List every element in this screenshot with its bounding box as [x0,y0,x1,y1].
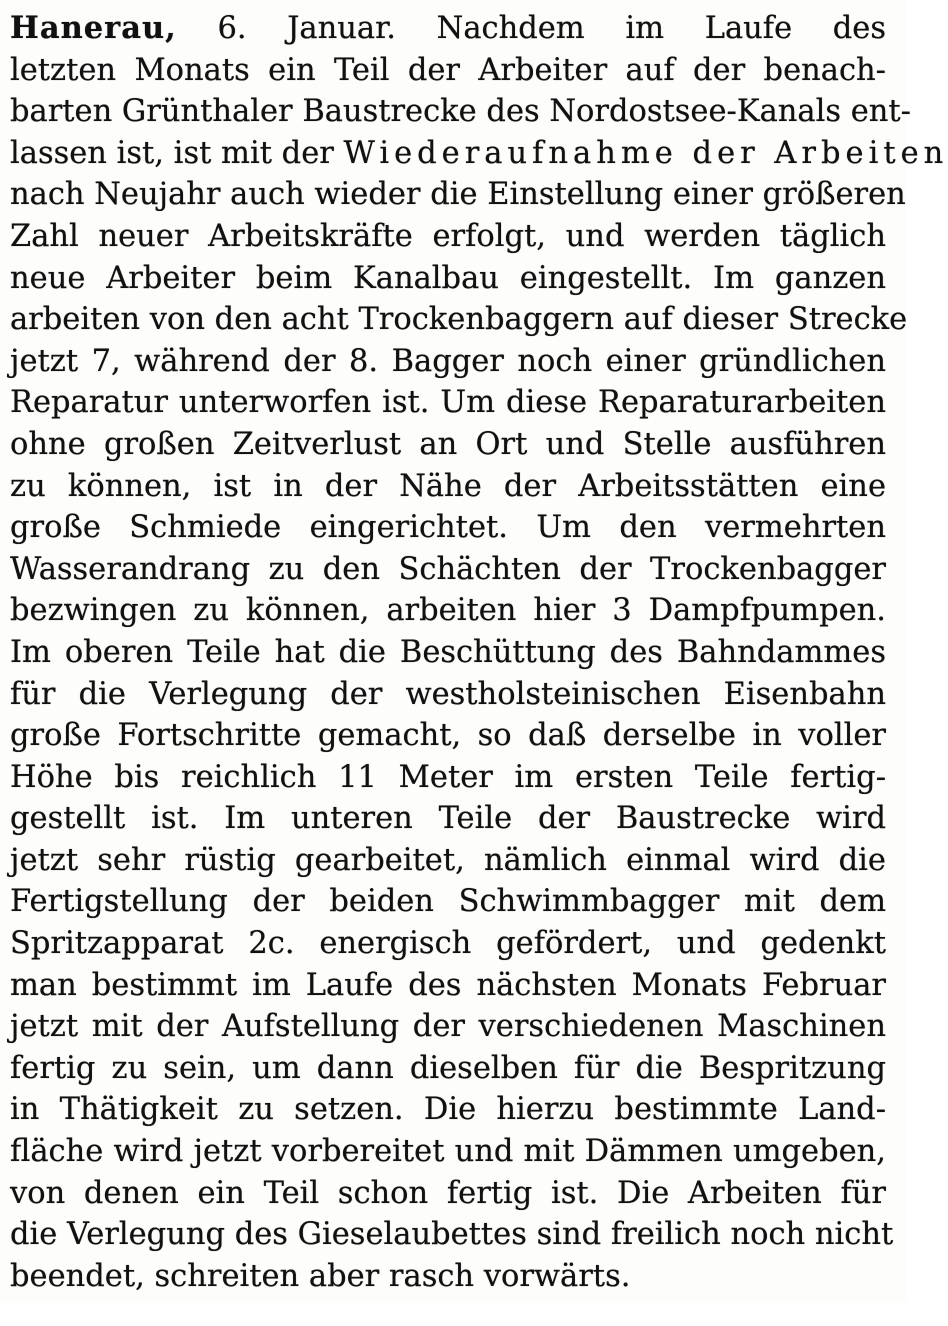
article-line-12: zu können, ist in der Nähe der Arbeitsstätten eine [10,468,886,504]
article-line-18: große Fortschritte gemacht, so daß derselbe in voller [10,718,886,754]
cropped-next-line [20,1294,886,1302]
article-line-26: fertig zu sein, um dann dieselben für die Bespritzung [10,1050,886,1086]
article-line-10: Reparatur unterworfen ist. Um diese Reparaturarbeiten [10,385,886,421]
article-line-22: Fertigstellung der beiden Schwimmbagger mit dem [10,884,886,920]
article-line-23: Spritzapparat 2c. energisch gefördert, und gedenkt [10,926,886,962]
article-line-24: man bestimmt im Laufe des nächsten Monats Februar [10,967,886,1003]
article-line-27: in Thätigkeit zu setzen. Die hierzu bestimmte Land- [10,1092,886,1128]
article-placename: Hanerau, [10,10,177,46]
article-line-11: ohne großen Zeitverlust an Ort und Stelle ausführen [10,426,886,462]
news-article [10,8,948,1297]
article-line-8: arbeiten von den acht Trockenbaggern auf dieser Strecke [10,302,908,338]
article-dateline-text: 6. Januar. Nachdem im Laufe des [176,11,886,46]
article-line-31: beendet, schreiten aber rasch vorwärts. [10,1258,631,1294]
article-line-9: jetzt 7, während der 8. Bagger noch einer gründlichen [10,343,886,379]
article-line-29: von denen ein Teil schon fertig ist. Die Arbeiten für [10,1175,886,1211]
article-line-4 [10,133,948,175]
cropped-previous-line [20,0,886,8]
article-line-4-spaced-text: Wiederaufnahme der Arbeiten [343,135,948,171]
article-line-15: bezwingen zu können, arbeiten hier 3 Dampfpumpen. [10,593,886,629]
article-line-20: gestellt ist. Im unteren Teile der Baustrecke wird [10,801,886,837]
article-line-19: Höhe bis reichlich 11 Meter im ersten Teile fertig- [10,759,886,795]
article-line-21: jetzt sehr rüstig gearbeitet, nämlich einmal wird die [10,842,886,878]
article-line-2: letzten Monats ein Teil der Arbeiter auf der benach- [10,52,886,88]
article-line-14: Wasserandrang zu den Schächten der Trockenbagger [10,551,886,587]
article-line-13: große Schmiede eingerichtet. Um den vermehrten [10,510,886,546]
article-line-5: nach Neujahr auch wieder die Einstellung einer größeren [10,177,906,213]
article-line-16: Im oberen Teile hat die Beschüttung des Bahndammes [10,634,886,670]
article-line-6: Zahl neuer Arbeitskräfte erfolgt, und werden täglich [10,218,886,254]
article-line-4-text: lassen ist, ist mit der [10,135,334,171]
article-line-30: die Verlegung des Gieselaubettes sind freilich noch nicht [10,1217,894,1253]
article-line-7: neue Arbeiter beim Kanalbau eingestellt. Im ganzen [10,260,886,296]
article-line-3: barten Grünthaler Baustrecke des Nordostsee-Kanals ent- [10,94,911,130]
article-line-28: fläche wird jetzt vorbereitet und mit Dämmen umgeben, [10,1134,886,1170]
article-line-1 [10,8,886,50]
article-line-17: für die Verlegung der westholsteinischen Eisenbahn [10,676,886,712]
article-line-25: jetzt mit der Aufstellung der verschiedenen Maschinen [10,1009,886,1045]
